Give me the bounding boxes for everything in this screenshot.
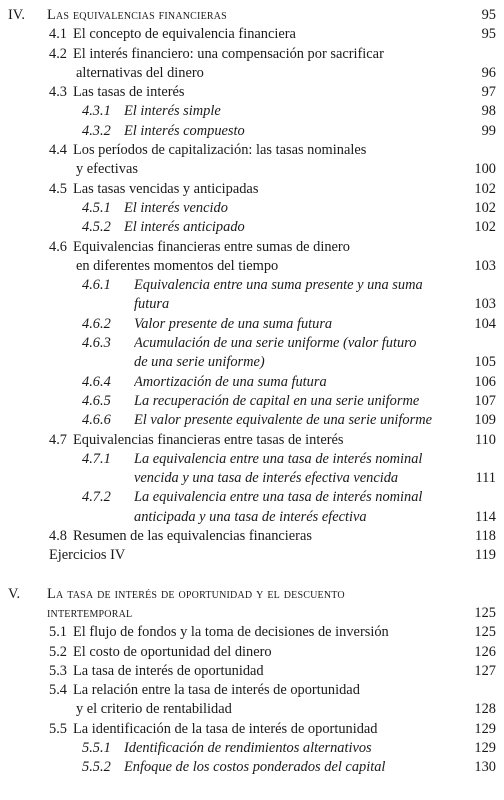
page-number: 102 [474, 219, 496, 236]
page-number: 106 [474, 373, 496, 390]
page-number: 104 [474, 315, 496, 332]
chapter-number: V. [8, 585, 21, 602]
section-title: El concepto de equivalencia financiera [73, 26, 296, 43]
section-number: 4.4 [49, 142, 67, 159]
section-title: Equivalencias financieras entre tasas de interés [73, 431, 344, 448]
section-title: El interés vencido [124, 199, 228, 216]
section-title: en diferentes momentos del tiempo [76, 257, 279, 274]
section-number: 4.6.6 [82, 412, 111, 429]
section-number: 4.5.1 [82, 199, 111, 216]
toc-entry [8, 662, 496, 681]
section-title: Acumulación de una serie uniforme (valor futuro [134, 335, 417, 352]
page-number: 103 [474, 296, 496, 313]
section-title: Equivalencia entre una suma presente y una suma [134, 277, 423, 294]
toc-entry [8, 527, 496, 546]
toc-entry [8, 238, 496, 257]
section-number: 4.6.2 [82, 315, 111, 332]
section-title: Identificación de rendimientos alternativos [124, 739, 372, 756]
section-title: de una serie uniforme) [134, 354, 265, 371]
section-number: 5.2 [49, 643, 67, 660]
section-number: 5.5 [49, 720, 67, 737]
section-title: El valor presente equivalente de una serie uniforme [134, 412, 432, 429]
section-number: 4.3.1 [82, 103, 111, 120]
section-number: 5.3 [49, 662, 67, 679]
page-number: 128 [474, 701, 496, 718]
toc-entry [8, 720, 496, 739]
section-number: 5.5.2 [82, 759, 111, 776]
toc-entry [8, 122, 496, 141]
toc-entry [8, 488, 496, 507]
section-number: 4.6.1 [82, 277, 111, 294]
page-number: 102 [474, 180, 496, 197]
toc-entry [8, 643, 496, 662]
toc-entry [8, 6, 496, 25]
toc-entry [8, 450, 496, 469]
section-title: y el criterio de rentabilidad [76, 701, 232, 718]
page-number: 118 [474, 528, 496, 545]
section-title: La recuperación de capital en una serie uniforme [134, 392, 420, 409]
toc-entry [8, 508, 496, 527]
section-title: El interés compuesto [124, 122, 245, 139]
page-number: 95 [481, 7, 496, 23]
section-number: 4.6 [49, 238, 67, 255]
page-number: 107 [474, 392, 496, 409]
section-title: El interés anticipado [124, 219, 245, 236]
page-number: 98 [481, 103, 496, 120]
toc-entry [8, 160, 496, 179]
toc-entry [8, 334, 496, 353]
toc-entry [8, 102, 496, 121]
toc-entry [8, 392, 496, 411]
page-number: 102 [474, 199, 496, 216]
page-number: 130 [474, 759, 496, 776]
page-number: 96 [481, 64, 496, 81]
section-number: 4.1 [49, 26, 67, 43]
section-title: futura [134, 296, 170, 313]
toc-entry [8, 700, 496, 719]
section-title: alternativas del dinero [76, 64, 204, 81]
section-title: El flujo de fondos y la toma de decisiones de inversión [73, 624, 389, 641]
toc-entry [8, 681, 496, 700]
chapter-title: La tasa de interés de oportunidad y el descuento [47, 585, 345, 602]
section-number: 5.1 [49, 624, 67, 641]
page-number: 109 [474, 412, 496, 429]
section-number: 4.2 [49, 45, 67, 62]
toc-entry [8, 469, 496, 488]
page-number: 129 [474, 739, 496, 756]
page-number: 103 [474, 257, 496, 274]
section-number: 4.6.5 [82, 392, 111, 409]
toc-entry [8, 315, 496, 334]
page-number: 126 [474, 643, 496, 660]
section-number: 4.7.2 [82, 489, 111, 506]
section-title: Valor presente de una suma futura [134, 315, 333, 332]
page-number: 100 [474, 161, 496, 178]
toc-entry [8, 45, 496, 64]
section-title: La tasa de interés de oportunidad [73, 662, 264, 679]
page-number: 110 [474, 431, 496, 448]
section-number: 4.5 [49, 180, 67, 197]
toc-entry [8, 295, 496, 314]
page-number: 114 [474, 508, 496, 525]
toc-entry [8, 218, 496, 237]
section-number: 5.5.1 [82, 739, 111, 756]
section-number: 4.3 [49, 84, 67, 101]
section-title: Equivalencias financieras entre sumas de dinero [73, 238, 350, 255]
page-number: 127 [474, 662, 496, 679]
toc-entry [8, 25, 496, 44]
section-title: El interés financiero: una compensación por sacrificar [73, 45, 384, 62]
section-number: 5.4 [49, 682, 67, 699]
toc-entry [8, 257, 496, 276]
page-number: 97 [481, 84, 496, 101]
section-number: 4.5.2 [82, 219, 111, 236]
section-number: 4.6.3 [82, 335, 111, 352]
chapter-title: Las equivalencias financieras [47, 7, 227, 23]
page-number: 125 [474, 624, 496, 641]
toc-entry [8, 546, 496, 565]
section-number: 4.7.1 [82, 450, 111, 467]
toc-entry [8, 199, 496, 218]
section-title: El costo de oportunidad del dinero [73, 643, 272, 660]
section-title: La identificación de la tasa de interés de oportunidad [73, 720, 378, 737]
section-title: Los períodos de capitalización: las tasas nominales [73, 142, 367, 159]
page-number: 99 [481, 122, 496, 139]
section-title: Las tasas de interés [73, 84, 185, 101]
section-title: Las tasas vencidas y anticipadas [73, 180, 259, 197]
toc-entry [8, 604, 496, 623]
toc-entry [8, 739, 496, 758]
page-number: 105 [474, 354, 496, 371]
section-number: 4.7 [49, 431, 67, 448]
toc-entry [8, 83, 496, 102]
toc-entry [8, 180, 496, 199]
table-of-contents [8, 6, 496, 778]
section-title: Ejercicios IV [49, 547, 126, 564]
page-number: 111 [475, 470, 496, 487]
section-title: La relación entre la tasa de interés de oportunidad [73, 682, 360, 699]
section-title: vencida y una tasa de interés efectiva vencida [134, 470, 399, 487]
toc-entry [8, 411, 496, 430]
section-title: anticipada y una tasa de interés efectiva [134, 508, 367, 525]
toc-entry [8, 64, 496, 83]
toc-entry [8, 585, 496, 604]
page-number: 129 [474, 720, 496, 737]
toc-entry [8, 373, 496, 392]
section-title: Resumen de las equivalencias financieras [73, 528, 312, 545]
page-number: 95 [481, 26, 496, 43]
section-number: 4.3.2 [82, 122, 111, 139]
chapter-title: intertemporal [47, 604, 133, 621]
toc-entry [8, 353, 496, 372]
section-title: El interés simple [124, 103, 221, 120]
section-title: Amortización de una suma futura [134, 373, 327, 390]
chapter-number: IV. [8, 7, 25, 23]
toc-entry [8, 758, 496, 777]
page-number: 125 [474, 604, 496, 621]
section-title: La equivalencia entre una tasa de interés nominal [134, 489, 423, 506]
section-title: Enfoque de los costos ponderados del capital [124, 759, 386, 776]
page-number: 119 [474, 547, 496, 564]
toc-entry [8, 431, 496, 450]
section-number: 4.6.4 [82, 373, 111, 390]
toc-entry [8, 141, 496, 160]
toc-entry [8, 623, 496, 642]
section-title: La equivalencia entre una tasa de interés nominal [134, 450, 423, 467]
toc-entry [8, 276, 496, 295]
section-title: y efectivas [76, 161, 138, 178]
section-number: 4.8 [49, 528, 67, 545]
